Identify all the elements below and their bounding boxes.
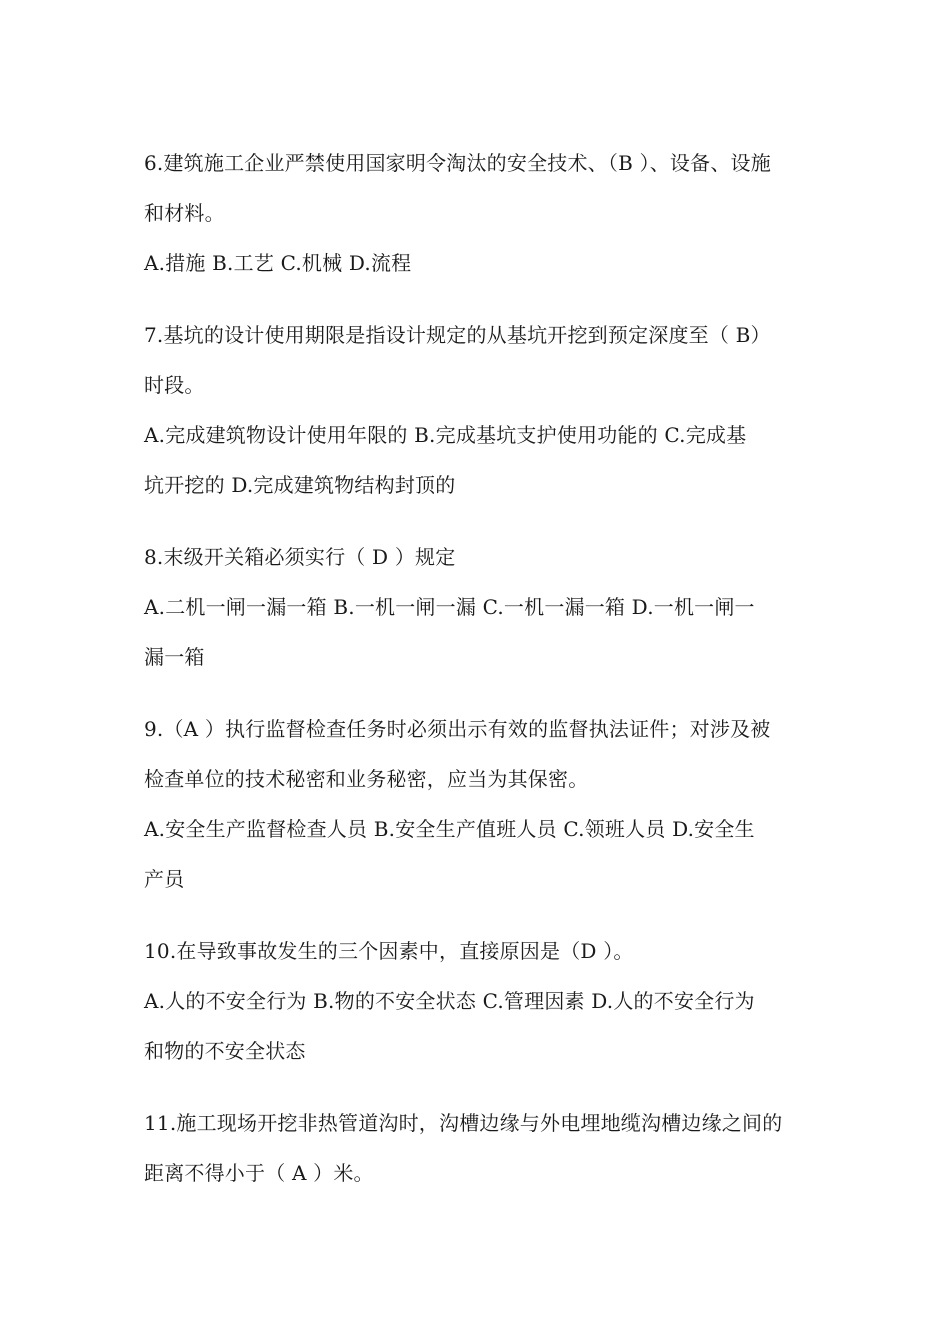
question-11 xyxy=(144,1098,809,1198)
question-7 xyxy=(144,310,809,510)
question-stem: 和材料。 xyxy=(144,201,225,225)
question-options: A.安全生产监督检查人员 B.安全生产值班人员 C.领班人员 D.安全生 xyxy=(144,817,755,841)
question-options: A.二机一闸一漏一箱 B.一机一闸一漏 C.一机一漏一箱 D.一机一闸一 xyxy=(144,595,755,619)
question-stem: 距离不得小于（ A ）米。 xyxy=(144,1161,374,1185)
question-options: 和物的不安全状态 xyxy=(144,1039,306,1063)
question-stem: 9.（A ）执行监督检查任务时必须出示有效的监督执法证件；对涉及被 xyxy=(144,717,771,741)
question-6 xyxy=(144,138,809,288)
question-stem: 6.建筑施工企业严禁使用国家明令淘汰的安全技术、（B ）、设备、设施 xyxy=(144,151,771,175)
question-options: A.完成建筑物设计使用年限的 B.完成基坑支护使用功能的 C.完成基 xyxy=(144,423,747,447)
question-10 xyxy=(144,926,809,1076)
question-options: 漏一箱 xyxy=(144,645,205,669)
question-8 xyxy=(144,532,809,682)
question-stem: 7.基坑的设计使用期限是指设计规定的从基坑开挖到预定深度至（ B） xyxy=(144,323,771,347)
question-options: 产员 xyxy=(144,867,185,891)
question-9 xyxy=(144,704,809,904)
question-list xyxy=(144,138,809,1198)
question-stem: 时段。 xyxy=(144,373,205,397)
question-stem: 10.在导致事故发生的三个因素中，直接原因是（D ）。 xyxy=(144,939,634,963)
question-stem: 检查单位的技术秘密和业务秘密，应当为其保密。 xyxy=(144,767,589,791)
question-stem: 11.施工现场开挖非热管道沟时，沟槽边缘与外电埋地缆沟槽边缘之间的 xyxy=(144,1111,783,1135)
question-options: A.人的不安全行为 B.物的不安全状态 C.管理因素 D.人的不安全行为 xyxy=(144,989,755,1013)
question-stem: 8.末级开关箱必须实行（ D ）规定 xyxy=(144,545,456,569)
question-options: A.措施 B.工艺 C.机械 D.流程 xyxy=(144,251,412,275)
question-options: 坑开挖的 D.完成建筑物结构封顶的 xyxy=(144,473,456,497)
